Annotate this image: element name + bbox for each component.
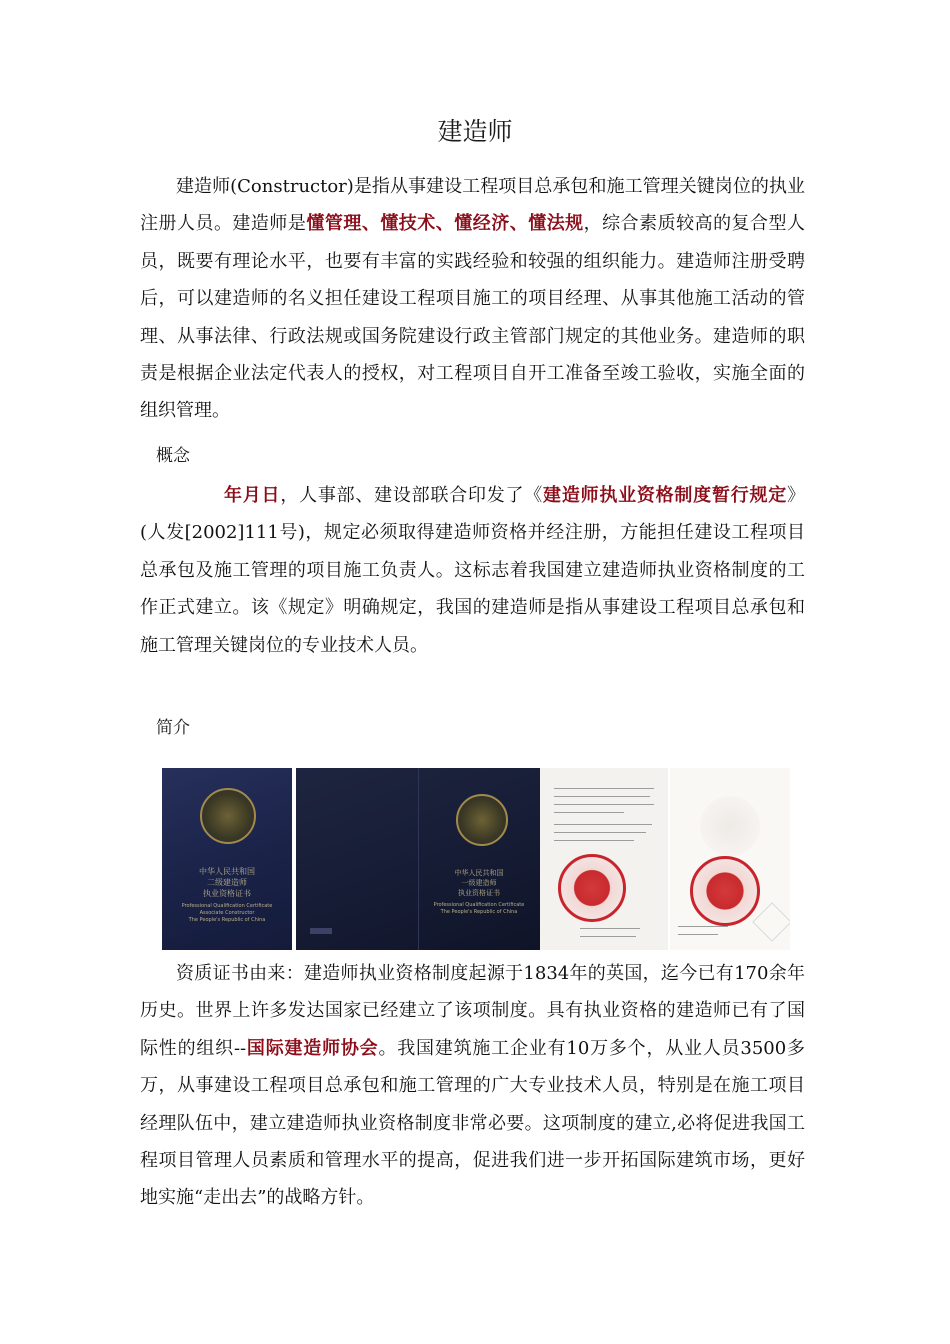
- concept-text-b: 》(人发[2002]111号)，规定必须取得建造师资格并经注册，方能担任建设工程项目总承包及施工管理的项目施工负责人。这标志着我国建立建造师执业资格制度的工作正式建立。该《规定》明确规定，我国的建造师是指从事建设工程项目总承包和施工管理关键岗位的专业技术人员。: [140, 485, 806, 656]
- intro-highlight: 懂管理、懂技术、懂经济、懂法规: [306, 213, 584, 235]
- cover-chinese-text: 中华人民共和国 二级建造师 执业资格证书: [199, 867, 255, 898]
- organization-highlight: 国际建造师协会: [246, 1037, 379, 1059]
- history-text-b: 。我国建筑施工企业有10万多个，从业人员3500多万，从事建设工程项目总承包和施工管理的广大专业技术人员，特别是在施工项目经理队伍中，建立建造师执业资格制度非常必要。这项制度的建立,必将促进我国工程项目管理人员素质和管理水平的提高，促进我们进一步开拓国际建筑市场，更好地实施“走出去”的战略方针。: [140, 1037, 806, 1209]
- watermark-logo: [310, 928, 332, 934]
- book-spine: [418, 768, 419, 950]
- intro-paragraph: [140, 168, 805, 430]
- history-paragraph: [140, 955, 805, 1217]
- regulation-title-highlight: 建造师执业资格制度暂行规定: [543, 485, 788, 506]
- national-emblem-icon: [200, 788, 256, 844]
- cover-english-text: Professional Qualification Certificate The People's Republic of China: [433, 902, 525, 915]
- certificate-cover-grade1: [296, 768, 540, 950]
- official-seal-icon: [690, 856, 760, 926]
- date-highlight: 年月日: [224, 485, 281, 506]
- section-heading-intro: 简介: [156, 718, 190, 738]
- certificate-photos: [162, 768, 790, 950]
- page-title: 建造师: [437, 117, 513, 146]
- certificate-inner-page-right: [670, 768, 790, 950]
- certificate-cover-grade2: [162, 768, 292, 950]
- official-seal-icon: [558, 854, 626, 922]
- concept-text-a: ，人事部、建设部联合印发了《: [280, 485, 544, 506]
- decorative-snowflake-icon: [752, 902, 790, 942]
- concept-paragraph: [140, 477, 805, 664]
- section-heading-concept: 概念: [156, 446, 190, 466]
- cover-english-text: Professional Qualification Certificate Associate Constructor The People's Republic of China: [181, 903, 273, 923]
- cover-chinese-text: 中华人民共和国 一级建造师 执业资格证书: [454, 869, 504, 897]
- national-emblem-icon: [456, 794, 508, 846]
- history-text-a: 资质证书由来：建造师执业资格制度起源于1834年的英国，迄今已有170余年历史。世界上许多发达国家已经建立了该项制度。具有执业资格的建造师已有了国际性的组织--: [140, 963, 805, 1059]
- watermark-emblem-icon: [700, 796, 760, 856]
- intro-text-b: ，综合素质较高的复合型人员，既要有理论水平，也要有丰富的实践经验和较强的组织能力。建造师注册受聘后，可以建造师的名义担任建设工程项目施工的项目经理、从事其他施工活动的管理、从事法律、行政法规或国务院建设行政主管部门规定的其他业务。建造师的职责是根据企业法定代表人的授权，对工程项目自开工准备至竣工验收，实施全面的组织管理。: [140, 213, 806, 422]
- certificate-inner-page-left: [540, 768, 668, 950]
- intro-text-a: 建造师(Constructor)是指从事建设工程项目总承包和施工管理关键岗位的执业注册人员。建造师是: [140, 176, 805, 235]
